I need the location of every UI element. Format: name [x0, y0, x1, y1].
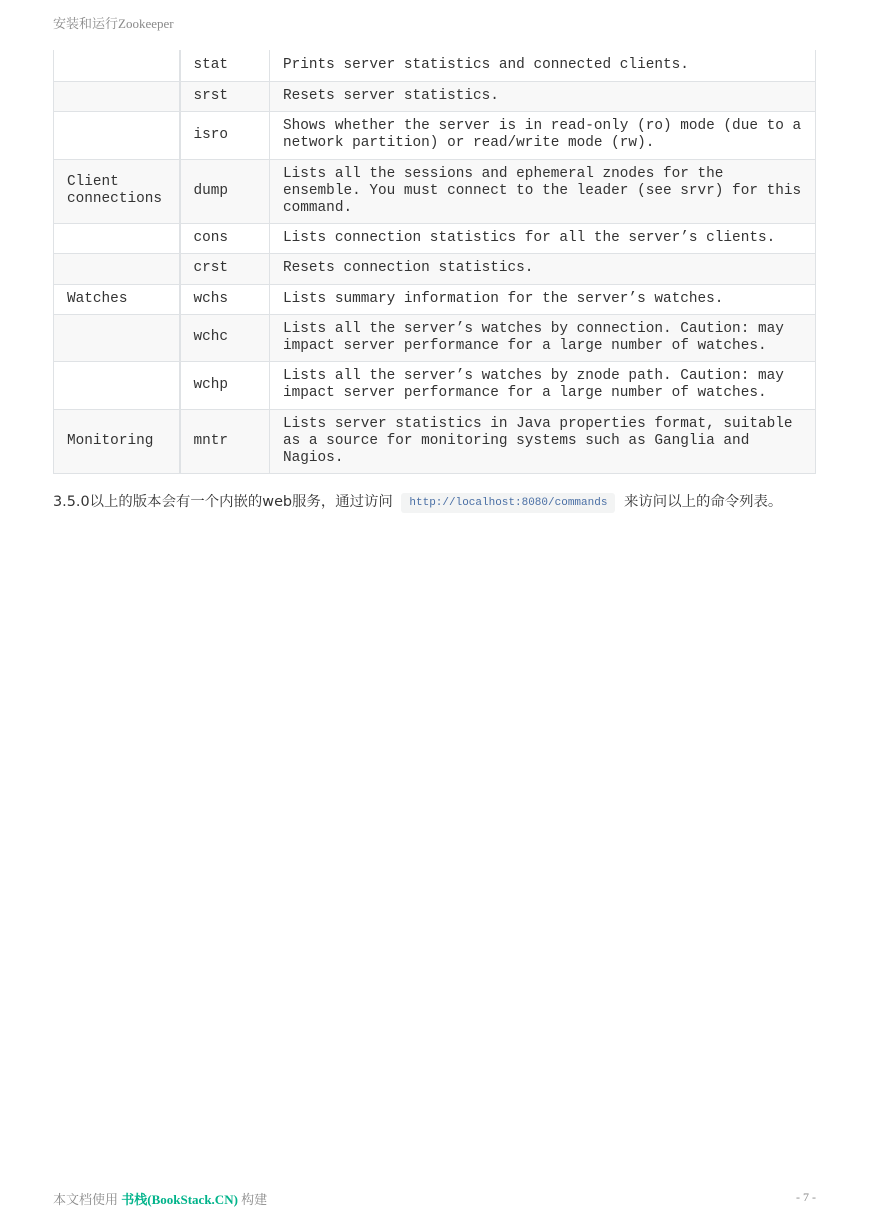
command-cell: wchc	[180, 314, 270, 361]
table-row	[54, 409, 816, 473]
category-cell	[54, 111, 180, 159]
command-cell: mntr	[180, 409, 270, 473]
table-row	[54, 314, 816, 361]
version-note	[53, 490, 782, 513]
description-cell: Prints server statistics and connected clients.	[270, 50, 816, 81]
command-cell: cons	[180, 223, 270, 253]
description-cell: Lists all the server’s watches by connection. Caution: may impact server performance for a large number of watches.	[270, 314, 816, 361]
description-cell: Resets server statistics.	[270, 81, 816, 111]
category-cell	[54, 314, 180, 361]
command-cell: isro	[180, 111, 270, 159]
footer-credit	[53, 1189, 267, 1208]
table-row	[54, 284, 816, 314]
description-cell: Lists server statistics in Java properties format, suitable as a source for monitoring systems such as Ganglia and Nagios.	[270, 409, 816, 473]
category-cell	[54, 253, 180, 284]
note-text-before: 3.5.0以上的版本会有一个内嵌的web服务，通过访问	[53, 494, 393, 510]
table-row	[54, 81, 816, 111]
command-cell: wchs	[180, 284, 270, 314]
table-row	[54, 159, 816, 223]
page-number: - 7 -	[796, 1190, 816, 1204]
category-cell: Client connections	[54, 159, 180, 223]
table-row	[54, 111, 816, 159]
table-row	[54, 253, 816, 284]
bookstack-link[interactable]: 书栈(BookStack.CN)	[121, 1192, 238, 1207]
description-cell: Shows whether the server is in read-only (ro) mode (due to a network partition) or read/write mode (rw).	[270, 111, 816, 159]
category-cell	[54, 81, 180, 111]
description-cell: Lists summary information for the server’s watches.	[270, 284, 816, 314]
table-row	[54, 50, 816, 81]
description-cell: Lists connection statistics for all the server’s clients.	[270, 223, 816, 253]
category-cell	[54, 50, 180, 81]
category-cell	[54, 223, 180, 253]
page-header-title: 安装和运行Zookeeper	[53, 16, 174, 31]
commands-table	[53, 50, 816, 474]
commands-url-code: http://localhost:8080/commands	[401, 493, 615, 513]
description-cell: Resets connection statistics.	[270, 253, 816, 284]
command-cell: wchp	[180, 361, 270, 409]
category-cell: Watches	[54, 284, 180, 314]
description-cell: Lists all the sessions and ephemeral znodes for the ensemble. You must connect to the leader (see srvr) for this command.	[270, 159, 816, 223]
note-text-after: 来访问以上的命令列表。	[624, 494, 783, 510]
description-cell: Lists all the server’s watches by znode path. Caution: may impact server performance for a large number of watches.	[270, 361, 816, 409]
footer-suffix: 构建	[241, 1192, 268, 1207]
command-cell: srst	[180, 81, 270, 111]
command-cell: crst	[180, 253, 270, 284]
command-cell: stat	[180, 50, 270, 81]
category-cell	[54, 361, 180, 409]
footer-prefix: 本文档使用	[53, 1192, 119, 1207]
category-cell: Monitoring	[54, 409, 180, 473]
table-row	[54, 223, 816, 253]
table-row	[54, 361, 816, 409]
command-cell: dump	[180, 159, 270, 223]
